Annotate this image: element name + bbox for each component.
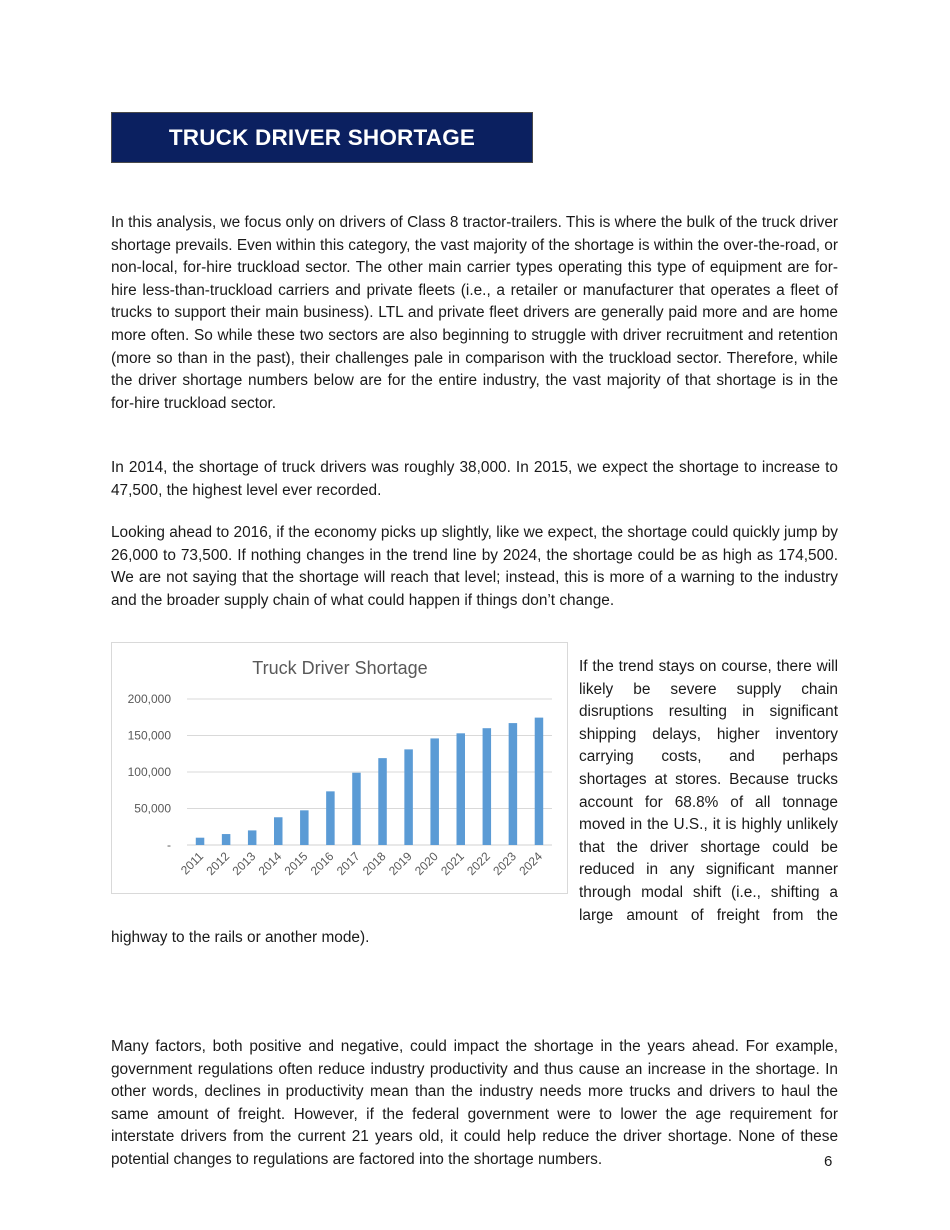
y-tick-label: - (167, 838, 171, 852)
paragraph-factors: Many factors, both positive and negative, could impact the shortage in the years ahead. For example, government regulations often reduce industry productivity and thus cause an increase in the shortage. In other words, declines in productivity mean than the industry needs more trucks and drivers to haul the same amount of freight. However, if the federal government were to lower the age requirement for interstate drivers from the current 21 years old, it could help reduce the driver shortage. None of these potential changes to regulations are factored into the shortage numbers. (111, 1038, 838, 1168)
x-tick-label: 2024 (516, 849, 546, 879)
section-title-banner (111, 112, 533, 163)
x-tick-label: 2014 (255, 849, 285, 879)
y-tick-label: 150,000 (127, 728, 171, 743)
x-tick-label: 2016 (307, 849, 337, 879)
section-title: TRUCK DRIVER SHORTAGE (168, 124, 476, 150)
x-tick-label: 2022 (464, 849, 493, 879)
x-tick-label: 2021 (438, 849, 467, 879)
x-tick-label: 2013 (229, 849, 259, 879)
x-tick-label: 2015 (281, 849, 311, 879)
y-tick-label: 200,000 (127, 692, 171, 706)
x-tick-label: 2020 (412, 849, 441, 879)
x-tick-label: 2011 (178, 849, 207, 878)
x-tick-label: 2019 (385, 849, 415, 879)
x-tick-label: 2018 (359, 849, 389, 879)
chart-float-spacer (111, 656, 579, 908)
y-tick-label: 50,000 (134, 801, 171, 816)
paragraph-2014-2015: In 2014, the shortage of truck drivers was roughly 38,000. In 2015, we expect the shortage to increase to 47,500, the highest level ever recorded. (111, 459, 838, 499)
y-tick-label: 100,000 (127, 765, 171, 779)
x-tick-label: 2023 (490, 849, 520, 879)
x-tick-label: 2012 (203, 849, 233, 879)
page-number: 6 (824, 1153, 833, 1170)
paragraph-outlook: Looking ahead to 2016, if the economy picks up slightly, like we expect, the shortage could quickly jump by 26,000 to 73,500. If nothing changes in the trend line by 2024, the shortage could be as high as 174,500. We are not saying that the shortage will reach that level; instead, this is more of a warning to the industry and the broader supply chain of what could happen if things don’t change. (111, 524, 838, 609)
paragraph-intro: In this analysis, we focus only on drivers of Class 8 tractor-trailers. This is where the bulk of the truck driver shortage prevails. Even within this category, the vast majority of the shortage is within the over-the-road, or non-local, for-hire truckload sector. The other main carrier types operating this type of equipment are for-hire less-than-truckload carriers and private fleets (i.e., a retailer or manufacturer that operates a fleet of trucks to support their main business). LTL and private fleet drivers are generally paid more and are home more often. So while these two sectors are also beginning to struggle with driver recruitment and retention (more so than in the past), their challenges pale in comparison with the truckload sector. Therefore, while the driver shortage numbers below are for the entire industry, the vast majority of that shortage is in the for-hire truckload sector. (111, 214, 838, 412)
chart-title: Truck Driver Shortage (252, 658, 428, 678)
paragraph-trend (111, 656, 838, 950)
paragraph-trend-text: If the trend stays on course, there will likely be severe supply chain disruptions resulting in significant shipping delays, higher inventory carrying costs, and perhaps shortages at stores. Because trucks account for 68.8% of all tonnage moved in the U.S., it is highly unlikely that the driver shortage could be reduced in any significant manner through modal shift (i.e., shifting a large amount of freight from the highway to the rails or another mode). (111, 658, 838, 947)
x-tick-label: 2017 (333, 849, 363, 879)
